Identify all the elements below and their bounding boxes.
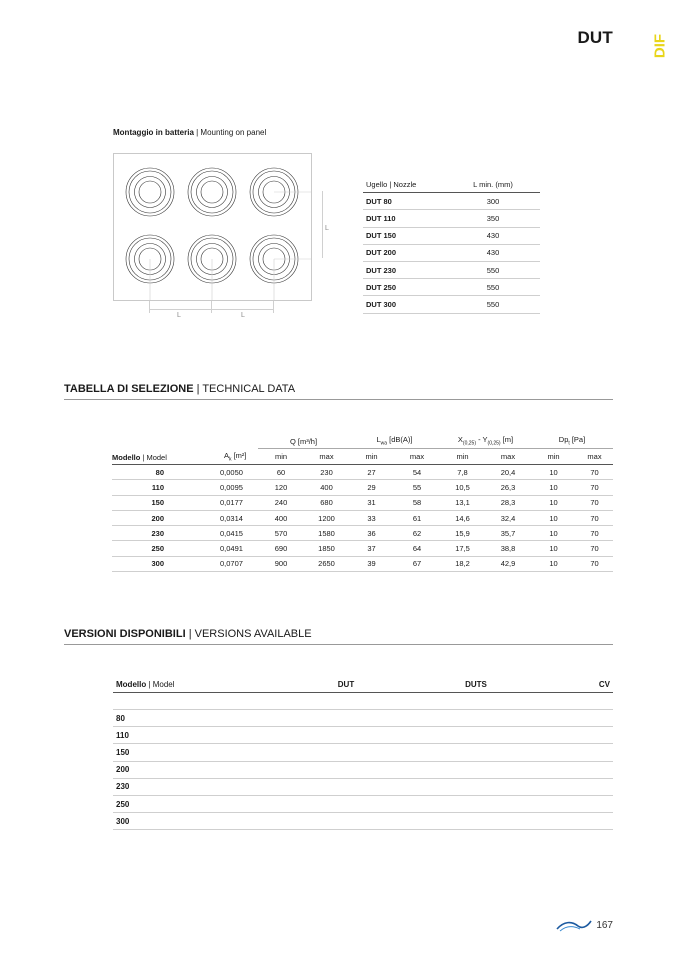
technical-data-body — [112, 465, 613, 572]
ak-cell: 0,0095 — [216, 480, 258, 495]
lwa-max-cell: 64 — [394, 541, 440, 556]
throw-header-mid: - Y — [475, 434, 488, 444]
q-max-cell: 1580 — [304, 526, 349, 541]
model-cell: 200 — [112, 510, 216, 525]
page-number: 167 — [596, 920, 613, 931]
q-max-cell: 230 — [304, 465, 349, 480]
throw-max-cell: 32,4 — [485, 510, 531, 525]
model-header-bold: Modello — [112, 453, 141, 462]
dimension-label-l1: L — [177, 312, 181, 319]
q-min-cell: 60 — [258, 465, 304, 480]
dp-max-cell: 70 — [576, 541, 613, 556]
model-header-bold: Modello — [116, 679, 147, 689]
q-min-cell: 400 — [258, 510, 304, 525]
mounting-caption-bold: Montaggio in batteria — [113, 128, 194, 137]
model-cell: 80 — [116, 713, 125, 723]
table-row — [363, 296, 540, 313]
throw-header-sub2: (0,25) — [487, 440, 501, 446]
dp-group-header — [531, 430, 613, 449]
ak-header-unit: [m²] — [231, 450, 247, 460]
max-header: max — [485, 449, 531, 465]
mounting-caption-rest: | Mounting on panel — [193, 128, 267, 137]
side-tab-label: DIF — [651, 33, 669, 59]
dp-max-cell: 70 — [576, 526, 613, 541]
throw-max-cell: 28,3 — [485, 495, 531, 510]
lmin-cell: 350 — [486, 213, 500, 223]
mounting-caption — [113, 128, 266, 137]
technical-data-heading — [64, 383, 613, 400]
dimension-line-vertical — [322, 191, 323, 258]
nozzle-col-header: Ugello | Nozzle — [366, 179, 417, 189]
table-row — [363, 228, 540, 245]
mounting-panel-drawing — [113, 153, 312, 301]
dimension-tick — [273, 301, 274, 313]
throw-max-cell: 38,8 — [485, 541, 531, 556]
model-cell: 250 — [116, 799, 130, 809]
table-row — [113, 796, 613, 813]
nozzle-icon — [188, 168, 236, 216]
nozzle-cell: DUT 200 — [366, 248, 397, 258]
throw-min-cell: 18,2 — [440, 556, 485, 571]
ak-header-main: A — [224, 450, 230, 460]
lwa-max-cell: 54 — [394, 465, 440, 480]
ak-cell: 0,0491 — [216, 541, 258, 556]
q-max-cell: 1850 — [304, 541, 349, 556]
lwa-min-cell: 37 — [349, 541, 394, 556]
lwa-max-cell: 67 — [394, 556, 440, 571]
throw-min-cell: 14,6 — [440, 510, 485, 525]
dp-min-cell: 10 — [531, 510, 576, 525]
dp-min-cell: 10 — [531, 480, 576, 495]
throw-min-cell: 10,5 — [440, 480, 485, 495]
lwa-max-cell: 55 — [394, 480, 440, 495]
lwa-min-cell: 39 — [349, 556, 394, 571]
table-row — [113, 727, 613, 744]
lwa-header-main: L — [376, 434, 381, 444]
heading-bold: TABELLA DI SELEZIONE — [64, 383, 194, 395]
duts-col-header: DUTS — [465, 679, 487, 689]
model-cell: 80 — [112, 465, 216, 480]
table-row — [113, 779, 613, 796]
model-cell: 150 — [112, 495, 216, 510]
min-header: min — [258, 449, 304, 465]
dimension-tick — [149, 301, 150, 313]
table-row — [112, 465, 613, 480]
nozzle-cell: DUT 250 — [366, 282, 397, 292]
table-row — [112, 541, 613, 556]
q-min-cell: 120 — [258, 480, 304, 495]
dp-max-cell: 70 — [576, 495, 613, 510]
lwa-min-cell: 29 — [349, 480, 394, 495]
table-row — [112, 556, 613, 571]
lmin-col-header: L min. (mm) — [473, 179, 513, 189]
table-row — [112, 510, 613, 525]
throw-min-cell: 13,1 — [440, 495, 485, 510]
model-cell: 110 — [112, 480, 216, 495]
q-max-cell: 1200 — [304, 510, 349, 525]
dp-max-cell: 70 — [576, 465, 613, 480]
q-max-cell: 680 — [304, 495, 349, 510]
throw-group-header — [440, 430, 531, 449]
throw-header-sub1: (0,25) — [462, 440, 476, 446]
min-header: min — [440, 449, 485, 465]
cv-col-header: CV — [598, 679, 610, 689]
table-row — [113, 744, 613, 761]
model-cell: 250 — [112, 541, 216, 556]
q-max-cell: 2650 — [304, 556, 349, 571]
heading-bold: VERSIONI DISPONIBILI — [64, 628, 186, 640]
dimension-label-l3: L — [325, 225, 329, 232]
nozzle-grid-illustration — [114, 154, 311, 300]
table-row — [363, 193, 540, 210]
max-header: max — [394, 449, 440, 465]
throw-min-cell: 15,9 — [440, 526, 485, 541]
lwa-max-cell: 58 — [394, 495, 440, 510]
table-row — [363, 279, 540, 296]
ak-cell: 0,0707 — [216, 556, 258, 571]
model-cell: 110 — [116, 730, 129, 740]
throw-max-cell: 20,4 — [485, 465, 531, 480]
throw-header-x: X — [457, 434, 463, 444]
dp-min-cell: 10 — [531, 556, 576, 571]
model-cell: 230 — [116, 782, 130, 792]
ak-cell: 0,0415 — [216, 526, 258, 541]
table-header-row — [112, 430, 613, 449]
heading-rest: | TECHNICAL DATA — [193, 383, 296, 395]
dp-min-cell: 10 — [531, 526, 576, 541]
model-col-header — [113, 680, 316, 689]
q-min-cell: 240 — [258, 495, 304, 510]
technical-data-table — [112, 430, 613, 572]
throw-min-cell: 17,5 — [440, 541, 485, 556]
lwa-header-unit: [dB(A)] — [387, 434, 413, 444]
nozzle-min-distance-table — [363, 176, 540, 314]
lmin-cell: 550 — [486, 282, 500, 292]
q-max-cell: 400 — [304, 480, 349, 495]
versions-table — [113, 676, 613, 830]
versions-heading — [64, 628, 613, 645]
nozzle-icon — [126, 168, 174, 216]
table-row — [363, 210, 540, 227]
lwa-min-cell: 33 — [349, 510, 394, 525]
ak-header-sub: k — [229, 456, 232, 462]
model-cell: 300 — [116, 816, 130, 826]
throw-max-cell: 42,9 — [485, 556, 531, 571]
section-side-tab — [649, 26, 671, 66]
throw-max-cell: 26,3 — [485, 480, 531, 495]
table-row — [112, 526, 613, 541]
dimension-tick — [211, 301, 212, 313]
max-header: max — [576, 449, 613, 465]
dp-min-cell: 10 — [531, 495, 576, 510]
throw-min-cell: 7,8 — [440, 465, 485, 480]
min-header: min — [531, 449, 576, 465]
lwa-header-sub: wa — [380, 440, 388, 446]
q-min-cell: 690 — [258, 541, 304, 556]
model-cell: 300 — [112, 556, 216, 571]
lmin-cell: 430 — [486, 248, 500, 258]
lwa-max-cell: 61 — [394, 510, 440, 525]
table-row — [363, 262, 540, 279]
lwa-min-cell: 36 — [349, 526, 394, 541]
ak-cell: 0,0050 — [216, 465, 258, 480]
lmin-cell: 300 — [486, 196, 500, 206]
model-header-rest: | Model — [146, 679, 175, 689]
dp-header-sub: t — [568, 440, 570, 446]
dp-max-cell: 70 — [576, 510, 613, 525]
table-row — [113, 813, 613, 830]
ak-cell: 0,0177 — [216, 495, 258, 510]
model-header-rest: | Model — [140, 453, 167, 462]
table-row — [112, 480, 613, 495]
table-header-row — [363, 176, 540, 193]
throw-header-unit: [m] — [500, 434, 514, 444]
lmin-cell: 430 — [486, 231, 500, 241]
lwa-max-cell: 62 — [394, 526, 440, 541]
dut-col-header: DUT — [337, 679, 355, 689]
model-cell: 150 — [116, 747, 130, 757]
nozzle-cell: DUT 230 — [366, 265, 397, 275]
table-row — [363, 245, 540, 262]
table-spacer-row — [113, 693, 613, 710]
q-min-cell: 900 — [258, 556, 304, 571]
heading-rest: | VERSIONS AVAILABLE — [185, 628, 312, 640]
dp-header-unit: [Pa] — [569, 434, 586, 444]
q-min-cell: 570 — [258, 526, 304, 541]
nozzle-cell: DUT 300 — [366, 299, 397, 309]
table-row — [113, 762, 613, 779]
ak-cell: 0,0314 — [216, 510, 258, 525]
max-header: max — [304, 449, 349, 465]
brand-wave-logo — [556, 918, 592, 932]
page-title: DUT — [577, 28, 613, 47]
table-header-row — [113, 676, 613, 693]
dp-max-cell: 70 — [576, 556, 613, 571]
table-row — [113, 710, 613, 727]
nozzle-cell: DUT 110 — [366, 213, 396, 223]
q-group-header: Q [m³/h] — [258, 430, 349, 449]
lmin-cell: 550 — [486, 299, 500, 309]
dp-min-cell: 10 — [531, 465, 576, 480]
lmin-cell: 550 — [486, 265, 500, 275]
dp-header-main: Dp — [558, 434, 569, 444]
dp-min-cell: 10 — [531, 541, 576, 556]
nozzle-cell: DUT 80 — [366, 196, 392, 206]
model-cell: 230 — [112, 526, 216, 541]
throw-max-cell: 35,7 — [485, 526, 531, 541]
nozzle-cell: DUT 150 — [366, 231, 397, 241]
table-row — [112, 495, 613, 510]
dimension-label-l2: L — [241, 312, 245, 319]
lwa-group-header — [349, 430, 440, 449]
dp-max-cell: 70 — [576, 480, 613, 495]
lwa-min-cell: 27 — [349, 465, 394, 480]
lwa-min-cell: 31 — [349, 495, 394, 510]
model-cell: 200 — [116, 765, 130, 775]
model-col-header — [112, 430, 216, 465]
ak-col-header — [216, 430, 258, 465]
min-header: min — [349, 449, 394, 465]
